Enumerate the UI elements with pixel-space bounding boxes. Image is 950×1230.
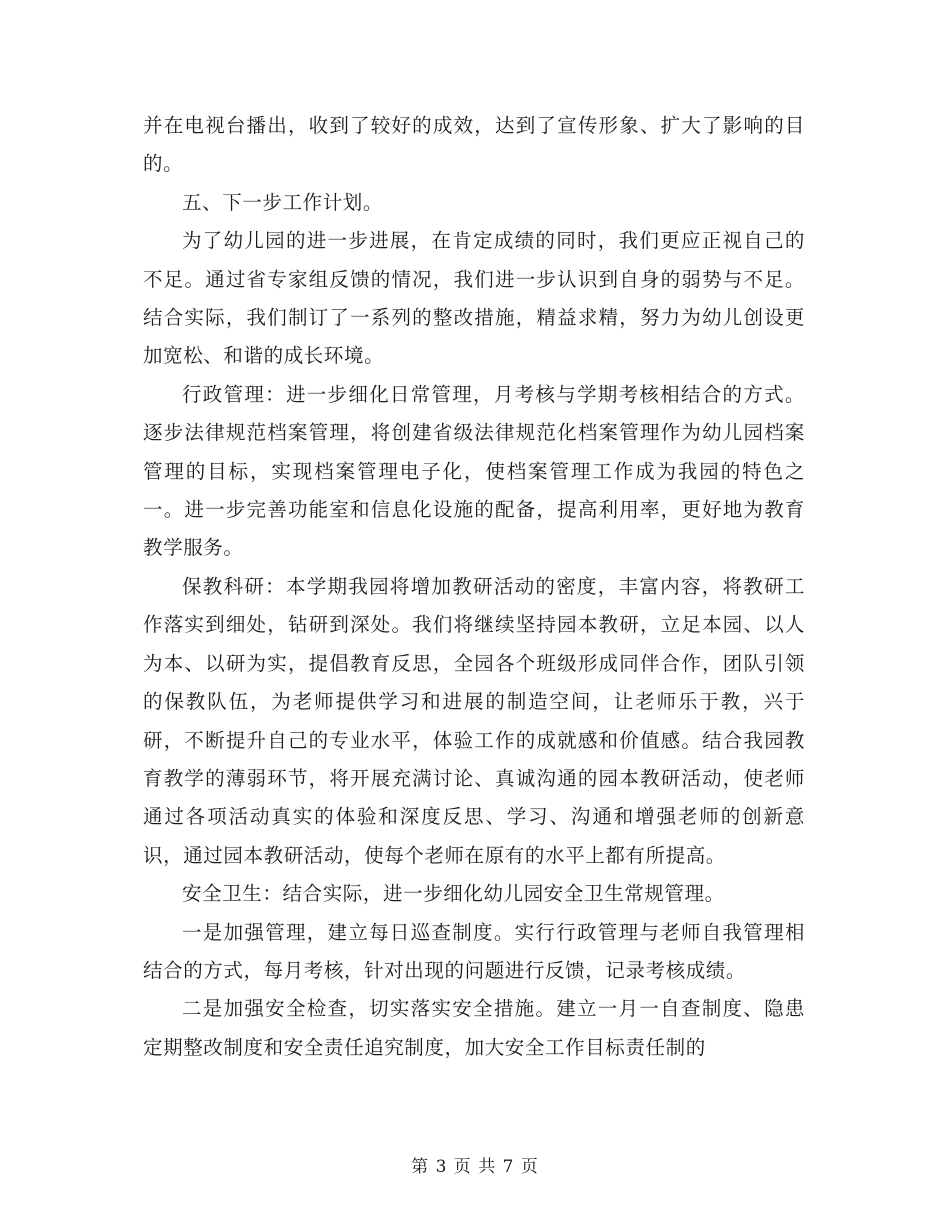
section-heading-next-plan: 五、下一步工作计划。 (182, 190, 384, 214)
page-number-footer: 第 3 页 共 7 页 (411, 1157, 539, 1177)
paragraph-point-two: 二是加强安全检查，切实落实安全措施。建立一月一自查制度、隐患定期整改制度和安全责任追究制度，加大安全工作目标责任制的 (143, 997, 805, 1059)
paragraph-intro: 为了幼儿园的进一步进展，在肯定成绩的同时，我们更应正视自己的不足。通过省专家组反馈的情况，我们进一步认识到自身的弱势与不足。结合实际，我们制订了一系列的整改措施，精益求精，努力为幼儿创设更加宽松、和谐的成长环境。 (143, 229, 805, 368)
paragraph-safety-hygiene: 安全卫生：结合实际，进一步细化幼儿园安全卫生常规管理。 (182, 882, 725, 906)
paragraph-point-one: 一是加强管理，建立每日巡查制度。实行行政管理与老师自我管理相结合的方式，每月考核，针对出现的问题进行反馈，记录考核成绩。 (143, 920, 805, 982)
paragraph-administration: 行政管理：进一步细化日常管理，月考核与学期考核相结合的方式。逐步法律规范档案管理，将创建省级法律规范化档案管理作为幼儿园档案管理的目标，实现档案管理电子化，使档案管理工作成为我园的特色之一。进一步完善功能室和信息化设施的配备，提高利用率，更好地为教育教学服务。 (143, 382, 805, 560)
paragraph-continuation: 并在电视台播出，收到了较好的成效，达到了宣传形象、扩大了影响的目的。 (143, 114, 805, 176)
document-body (143, 107, 805, 1067)
paragraph-teaching-research: 保教科研：本学期我园将增加教研活动的密度，丰富内容，将教研工作落实到细处，钻研到深处。我们将继续坚持园本教研，立足本园、以人为本、以研为实，提倡教育反思，全园各个班级形成同伴合作，团队引领的保教队伍，为老师提供学习和进展的制造空间，让老师乐于教，兴于研，不断提升自己的专业水平，体验工作的成就感和价值感。结合我园教育教学的薄弱环节，将开展充满讨论、真诚沟通的园本教研活动，使老师通过各项活动真实的体验和深度反思、学习、沟通和增强老师的创新意识，通过园本教研活动，使每个老师在原有的水平上都有所提高。 (143, 574, 805, 867)
